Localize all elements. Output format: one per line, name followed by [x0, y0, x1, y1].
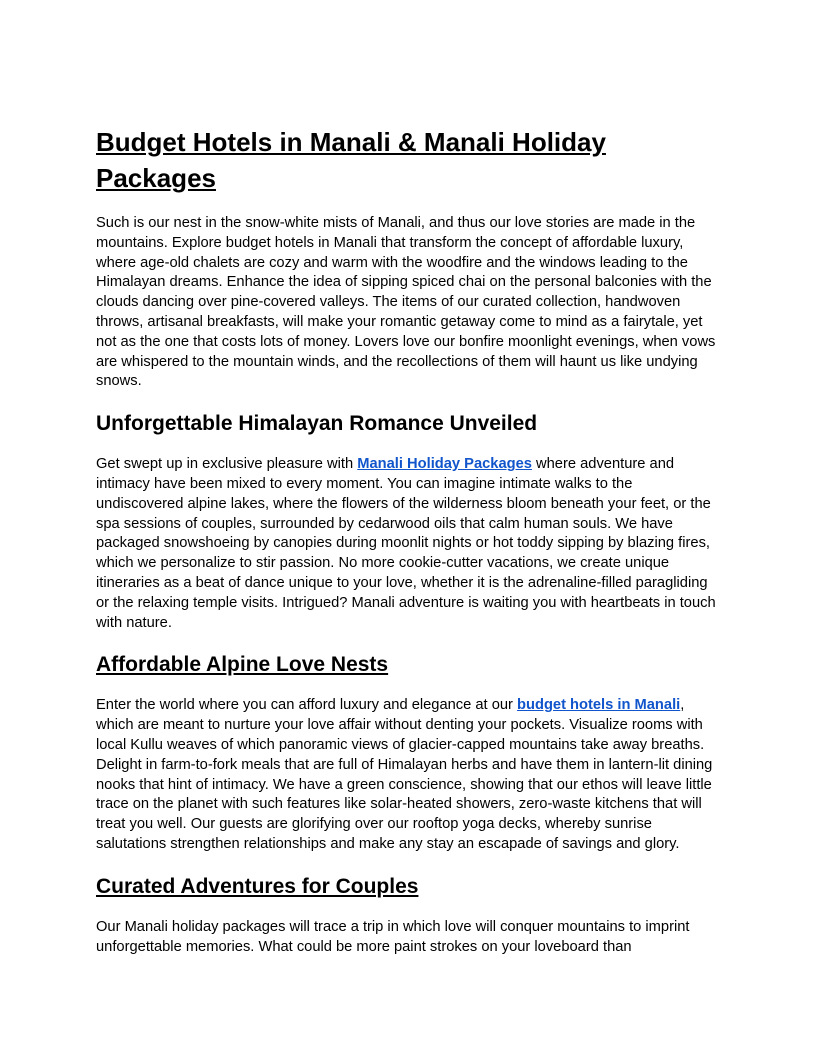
intro-paragraph [96, 214, 720, 392]
text-run: Get swept up in exclusive pleasure with [96, 456, 358, 473]
document-content [96, 124, 720, 957]
section-heading-adventures: Curated Adventures for Couples [96, 874, 419, 898]
text-run: Such is our nest in the snow-white mists of Manali, and thus our love stories are made in the mountains. Explore budget hotels in Manali that transform the concept of affordable luxury, where age-old chalets are cozy and warm with the woodfire and the windows leading to the Himalayan dreams. Enhance the idea of sipping spiced chai on the personal balconies with the clouds dancing over pine-covered valleys. The items of our curated collection, handwoven throws, artisanal breakfasts, will make your romantic getaway come to mind as a fairytale, yet not as the one that costs lots of money. Lovers love our bonfire moonlight evenings, when vows are whispered to the mountain winds, and the recollections of them will haunt us like undying snows. [96, 215, 716, 390]
document-title: Budget Hotels in Manali & Manali Holiday Packages [96, 127, 606, 193]
love-nests-paragraph [96, 696, 720, 854]
text-run: where adventure and intimacy have been mixed to every moment. You can imagine intimate walks to the undiscovered alpine lakes, where the flowers of the wilderness bloom beneath your feet, or the spa sessions of couples, surrounded by cedarwood oils that calm human souls. We have packaged snowshoeing by canopies during moonlit nights or hot toddy sipping by blazing fires, which we personalize to stir passion. No more cookie-cutter vacations, we create unique itineraries as a beat of dance unique to your love, whether it is the adrenaline-filled paragliding or the relaxing temple visits. Intrigued? Manali adventure is waiting you with heartbeats in touch with nature. [96, 456, 716, 631]
romance-paragraph [96, 455, 720, 633]
text-run: Our Manali holiday packages will trace a trip in which love will conquer mountains to imprint unforgettable memories. What could be more paint strokes on your loveboard than [96, 918, 690, 955]
section-heading-romance: Unforgettable Himalayan Romance Unveiled [96, 412, 538, 436]
section-heading-love-nests: Affordable Alpine Love Nests [96, 653, 389, 677]
manali-holiday-packages-link[interactable]: Manali Holiday Packages [357, 456, 532, 473]
budget-hotels-in-manali-link[interactable]: budget hotels in Manali [517, 697, 681, 714]
text-run: , which are meant to nurture your love affair without denting your pockets. Visualize rooms with local Kullu weaves of which panoramic views of glacier-capped mountains take away breaths. Delight in farm-to-fork meals that are full of Himalayan herbs and have them in lantern-lit dining nooks that hint of intimacy. We have a green conscience, showing that our ethos will leave little trace on the planet with such features like solar-heated showers, zero-waste kitchens that will treat you well. Our guests are glorifying over our rooftop yoga decks, whereby sunrise salutations strengthen relationships and make any stay an escapade of savings and glory. [96, 697, 713, 852]
text-run: Enter the world where you can afford luxury and elegance at our [96, 697, 518, 714]
adventures-paragraph [96, 918, 720, 958]
